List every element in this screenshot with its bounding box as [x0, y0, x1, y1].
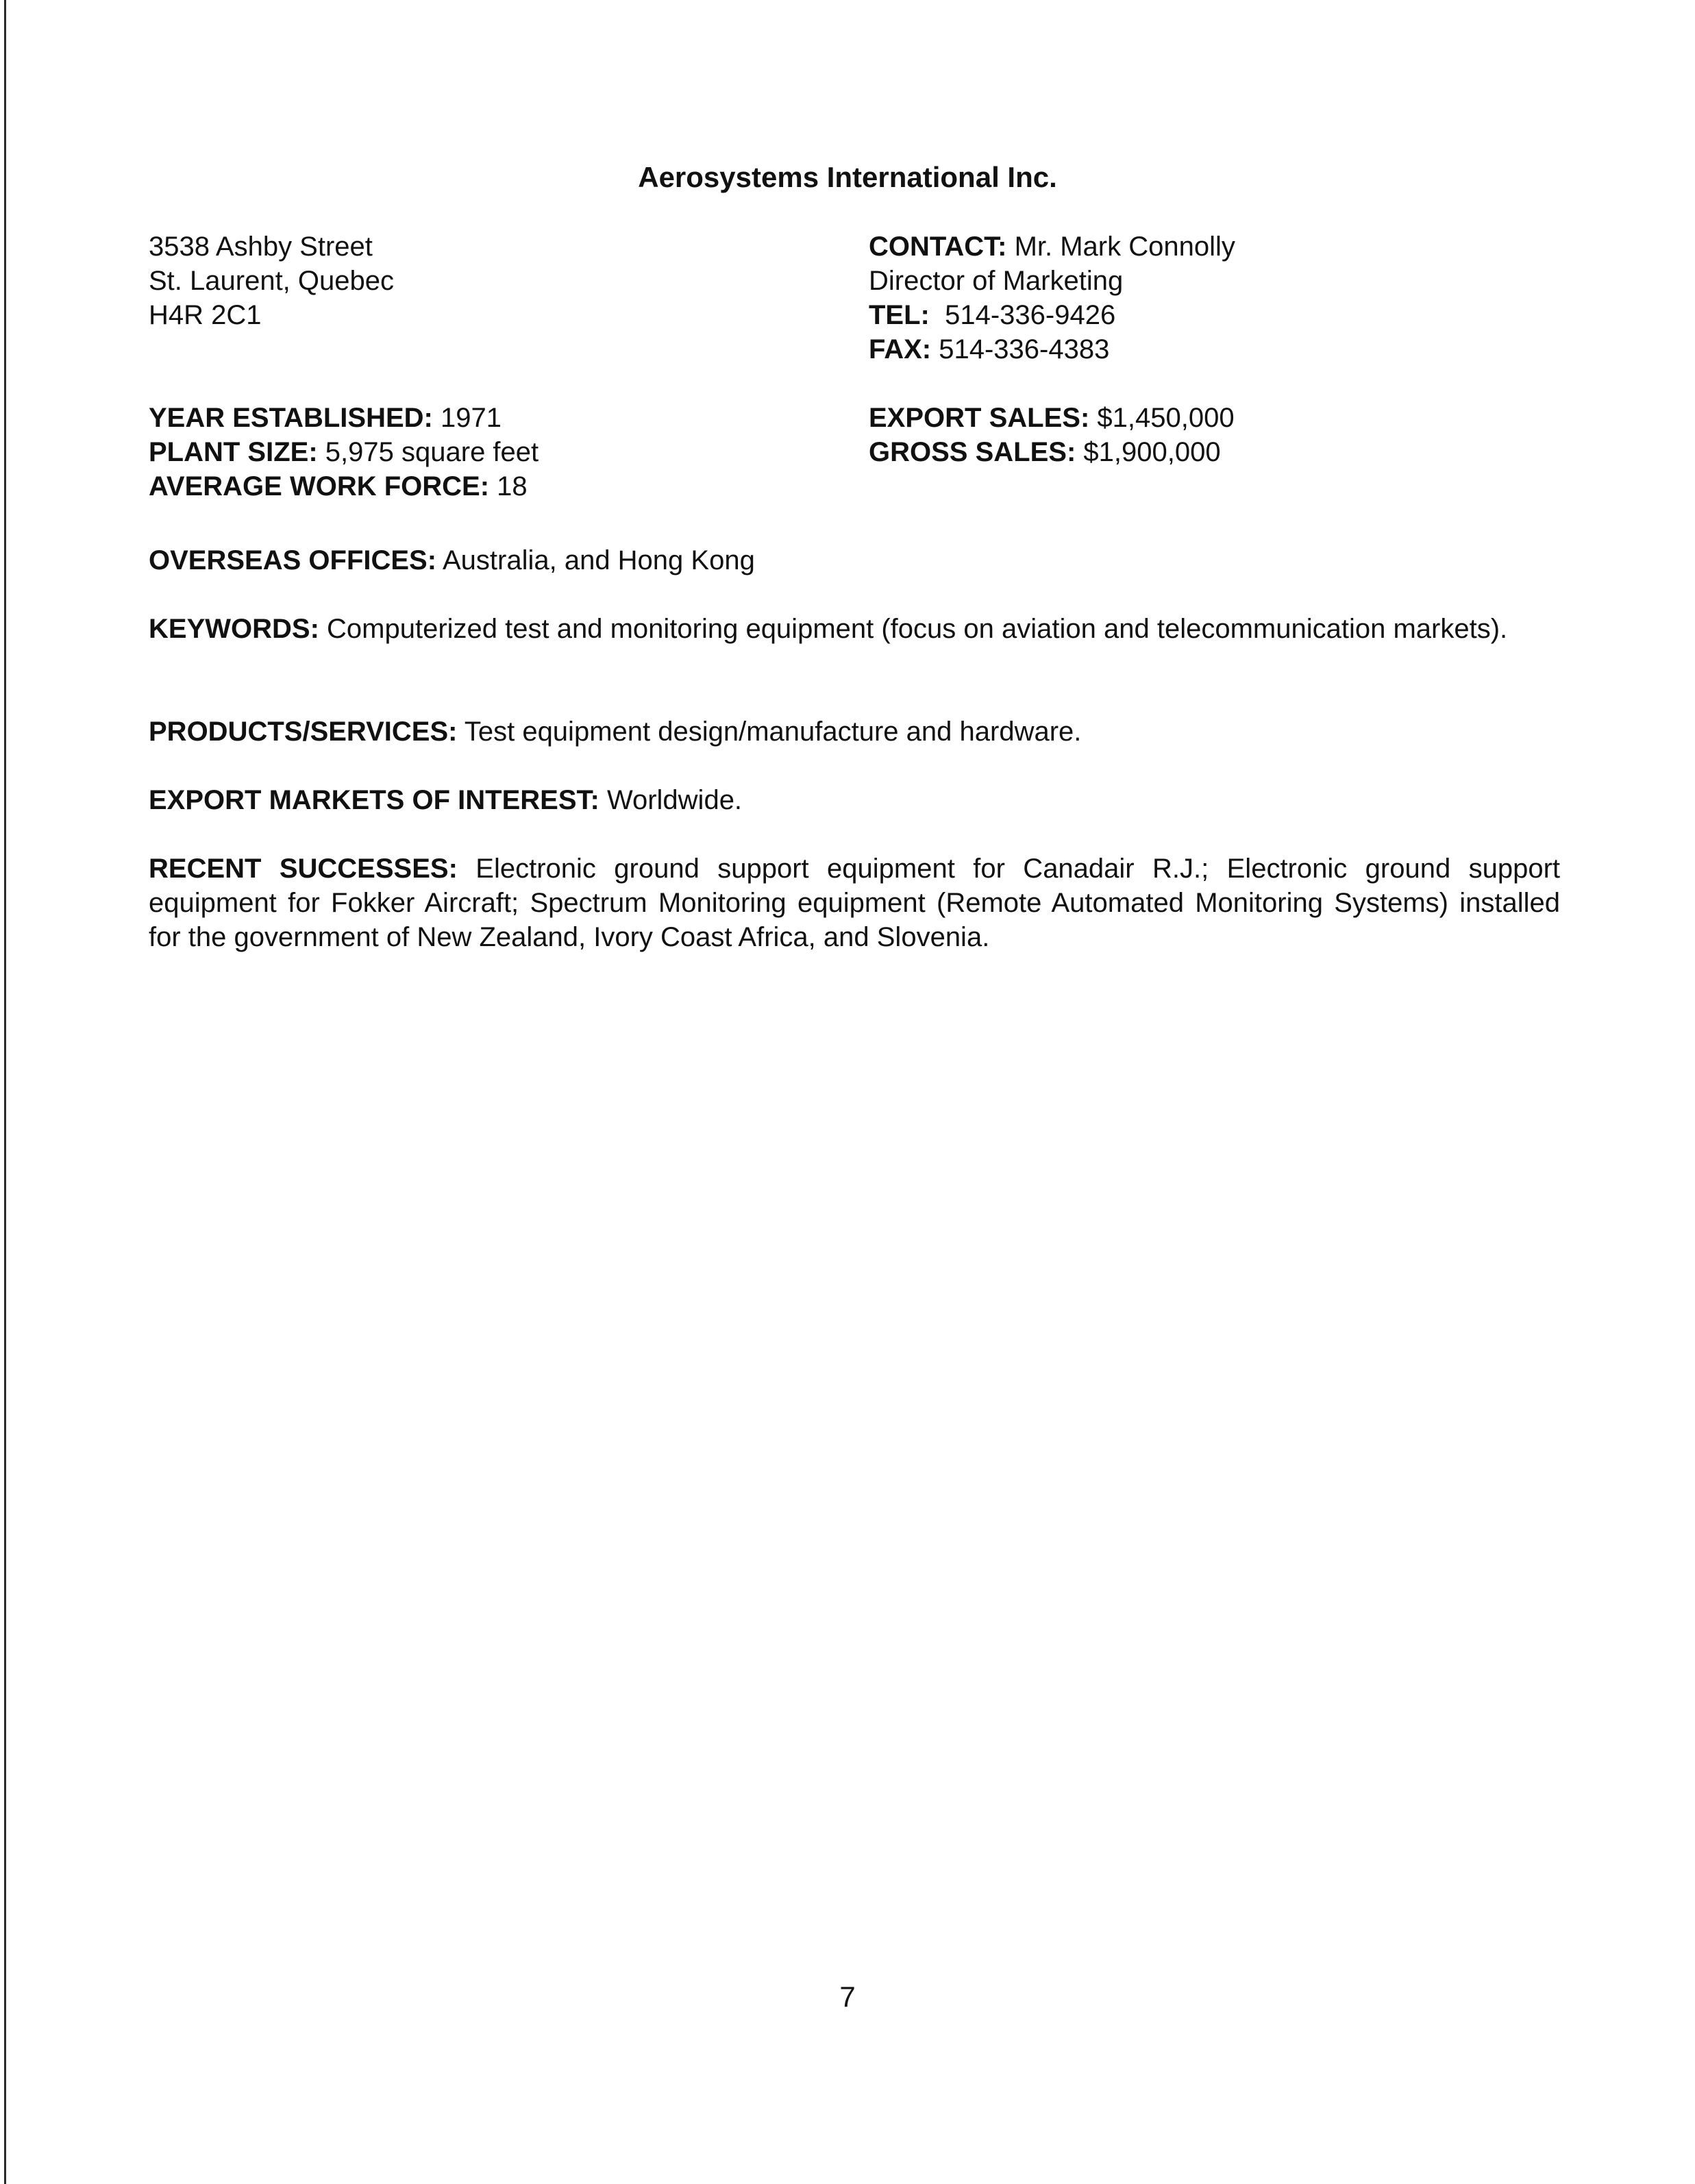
export-sales-value: $1,450,000	[1097, 403, 1235, 433]
products-label: PRODUCTS/SERVICES:	[149, 717, 458, 747]
overseas-offices	[149, 543, 1560, 578]
fax-line	[869, 332, 1235, 367]
contact-role: Director of Marketing	[869, 266, 1124, 296]
gross-sales	[869, 435, 1235, 469]
contact-label: CONTACT:	[869, 232, 1007, 262]
gross-sales-value: $1,900,000	[1083, 437, 1221, 467]
fax-value: 514-336-4383	[939, 334, 1110, 364]
year-established	[149, 401, 539, 435]
tel-value: 514-336-9426	[945, 300, 1116, 330]
keywords-value: Computerized test and monitoring equipment (focus on aviation and telecommunication markets).	[327, 614, 1508, 644]
tel-label: TEL:	[869, 300, 930, 330]
facts-block	[149, 401, 539, 504]
recent-successes	[149, 852, 1560, 954]
markets-label: EXPORT MARKETS OF INTEREST:	[149, 785, 599, 815]
plant-value: 5,975 square feet	[325, 437, 539, 467]
tel-line	[869, 298, 1235, 332]
year-label: YEAR ESTABLISHED:	[149, 403, 433, 433]
contact-line	[869, 229, 1235, 264]
gross-sales-label: GROSS SALES:	[869, 437, 1076, 467]
address-line-2: St. Laurent, Quebec	[149, 266, 395, 296]
export-sales-label: EXPORT SALES:	[869, 403, 1090, 433]
address-line-1: 3538 Ashby Street	[149, 232, 373, 262]
contact-name: Mr. Mark Connolly	[1014, 232, 1235, 262]
contact-block	[869, 229, 1235, 367]
export-markets	[149, 783, 1560, 817]
overseas-label: OVERSEAS OFFICES:	[149, 545, 437, 575]
company-title: Aerosystems International Inc.	[638, 161, 1057, 193]
fax-label: FAX:	[869, 334, 932, 364]
address-block	[149, 229, 394, 332]
workforce-label: AVERAGE WORK FORCE:	[149, 471, 490, 501]
page-number: 7	[839, 1981, 856, 2013]
plant-size	[149, 435, 539, 469]
successes-value: Electronic ground support equipment for Canadair R.J.; Electronic ground support equipment for Fokker Aircraft; Spectrum Monitoring equipment (Remote Automated Monitoring Systems) installed for the government of New Zealand, Ivory Coast Africa, and Slovenia.	[149, 854, 1560, 952]
keywords-label: KEYWORDS:	[149, 614, 319, 644]
successes-label: RECENT SUCCESSES:	[149, 854, 458, 884]
overseas-value: Australia, and Hong Kong	[442, 545, 755, 575]
workforce-value: 18	[497, 471, 528, 501]
products-services	[149, 715, 1560, 749]
products-value: Test equipment design/manufacture and hardware.	[464, 717, 1082, 747]
address-line-3: H4R 2C1	[149, 300, 262, 330]
export-sales	[869, 401, 1235, 435]
plant-label: PLANT SIZE:	[149, 437, 318, 467]
year-value: 1971	[440, 403, 502, 433]
work-force	[149, 469, 539, 504]
sales-block	[869, 401, 1235, 469]
keywords	[149, 612, 1560, 646]
markets-value: Worldwide.	[606, 785, 743, 815]
